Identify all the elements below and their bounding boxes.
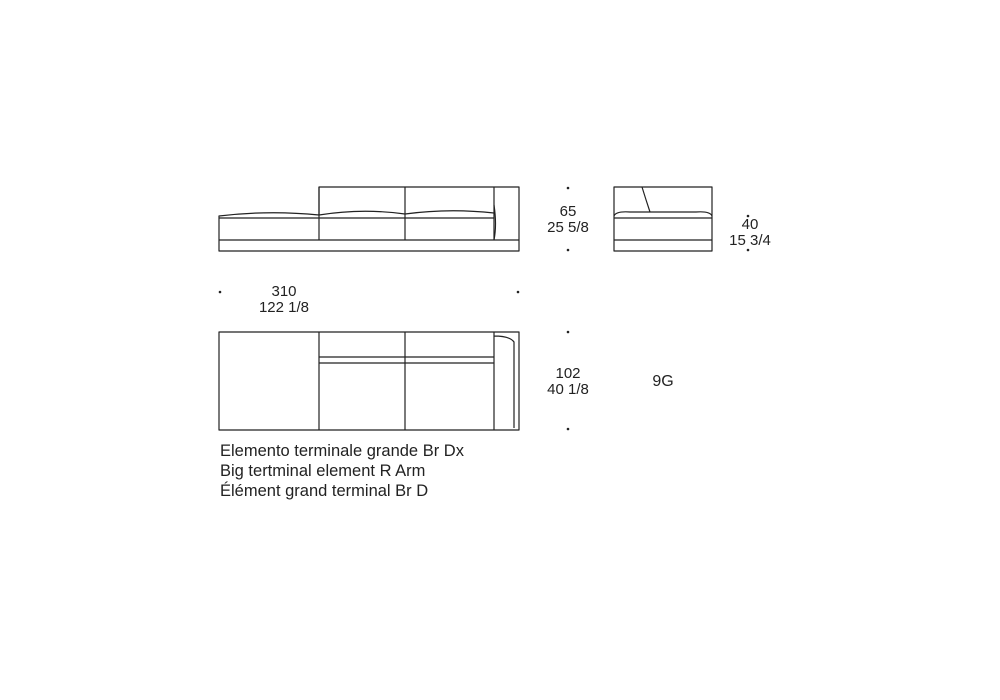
side-back-curve: [642, 187, 650, 212]
side-seat-curve: [614, 212, 712, 216]
width-dot-right: [517, 291, 520, 294]
height-in: 25 5/8: [547, 219, 589, 236]
height-label: [540, 204, 596, 236]
height-dot-bottom: [567, 249, 570, 252]
product-code: 9G: [652, 373, 674, 390]
top-outline: [219, 332, 519, 430]
height-cm: 65: [559, 203, 577, 220]
depth-label: [540, 366, 596, 398]
top-arm: [494, 332, 514, 430]
caption-english: Big tertminal element R Arm: [220, 462, 426, 480]
side-view: [614, 187, 712, 251]
side-height-in: 15 3/4: [729, 232, 771, 249]
side-outline: [614, 187, 712, 251]
caption: [220, 441, 464, 501]
side-height-label: [722, 217, 778, 249]
width-dot-left: [219, 291, 222, 294]
front-view: [219, 187, 519, 251]
height-dot-top: [567, 187, 570, 190]
depth-dot-top: [567, 331, 570, 334]
side-height-dot-bottom: [747, 249, 750, 252]
depth-in: 40 1/8: [547, 381, 589, 398]
caption-italian: Elemento terminale grande Br Dx: [220, 442, 464, 460]
front-seat-cushion-top: [319, 211, 494, 215]
top-view: [219, 332, 519, 430]
width-cm: 310: [271, 283, 297, 300]
front-outline: [219, 187, 519, 251]
width-in: 122 1/8: [258, 299, 310, 316]
width-label: [252, 284, 316, 316]
side-height-cm: 40: [741, 216, 759, 233]
caption-french: Élément grand terminal Br D: [220, 482, 429, 500]
depth-dot-bottom: [567, 428, 570, 431]
depth-cm: 102: [555, 365, 581, 382]
